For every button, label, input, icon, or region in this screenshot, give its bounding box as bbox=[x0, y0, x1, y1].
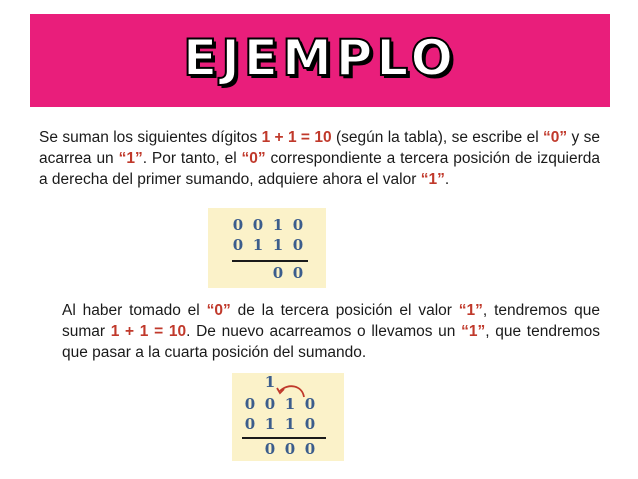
digit: 1 bbox=[284, 415, 298, 433]
highlight: “1” bbox=[458, 302, 483, 319]
digit: 1 bbox=[252, 236, 266, 254]
paragraph-1 bbox=[39, 127, 600, 190]
digit: 0 bbox=[272, 264, 286, 282]
digit: 0 bbox=[252, 216, 266, 234]
highlight: 1 + 1 = 10 bbox=[110, 323, 187, 340]
highlight: “1” bbox=[420, 171, 445, 188]
digit: 0 bbox=[232, 236, 246, 254]
digit: 1 bbox=[264, 415, 278, 433]
highlight: 1 + 1 = 10 bbox=[261, 129, 332, 146]
text: de la tercera posición el valor bbox=[230, 302, 459, 319]
digit: 0 bbox=[232, 216, 246, 234]
digit: 0 bbox=[264, 440, 278, 458]
digit: 0 bbox=[244, 395, 258, 413]
text: (según la tabla), se escribe el bbox=[331, 129, 544, 146]
digit: 0 bbox=[292, 236, 306, 254]
digit: 0 bbox=[264, 395, 278, 413]
text: . De nuevo acarreamos o llevamos un bbox=[186, 323, 462, 340]
binary-sum-example-1 bbox=[208, 208, 326, 288]
text: . bbox=[444, 171, 450, 188]
highlight: “0” bbox=[543, 129, 568, 146]
highlight: “1” bbox=[461, 323, 486, 340]
digit: 0 bbox=[244, 415, 258, 433]
digit: 0 bbox=[304, 395, 318, 413]
sum-line bbox=[232, 260, 308, 262]
slide-title: EJEMPLO bbox=[183, 29, 457, 87]
text: . Por tanto, el bbox=[142, 150, 242, 167]
digit: 0 bbox=[292, 264, 306, 282]
digit: 1 bbox=[272, 236, 286, 254]
highlight: “0” bbox=[241, 150, 266, 167]
text: correspondiente a tercera posición de izquierda a derecha del primer sumando, adquiere ahora el valor bbox=[39, 150, 600, 188]
text: Se suman los siguientes dígitos bbox=[39, 129, 262, 146]
text: , que tendremos que pasar a la cuarta posición del sumando. bbox=[62, 323, 601, 361]
sum-line bbox=[242, 437, 326, 439]
title-banner bbox=[30, 14, 610, 107]
paragraph-2 bbox=[62, 300, 600, 363]
highlight: “1” bbox=[118, 150, 143, 167]
text: , tendremos que sumar bbox=[62, 302, 601, 340]
digit: 1 bbox=[272, 216, 286, 234]
carry-digit: 1 bbox=[264, 373, 278, 391]
digit: 0 bbox=[304, 415, 318, 433]
text: y se acarrea un bbox=[39, 129, 601, 167]
digit: 1 bbox=[284, 395, 298, 413]
digit: 0 bbox=[284, 440, 298, 458]
text: Al haber tomado el bbox=[62, 302, 207, 319]
highlight: “0” bbox=[206, 302, 231, 319]
binary-sum-example-2 bbox=[232, 373, 344, 461]
digit: 0 bbox=[304, 440, 318, 458]
digit: 0 bbox=[292, 216, 306, 234]
